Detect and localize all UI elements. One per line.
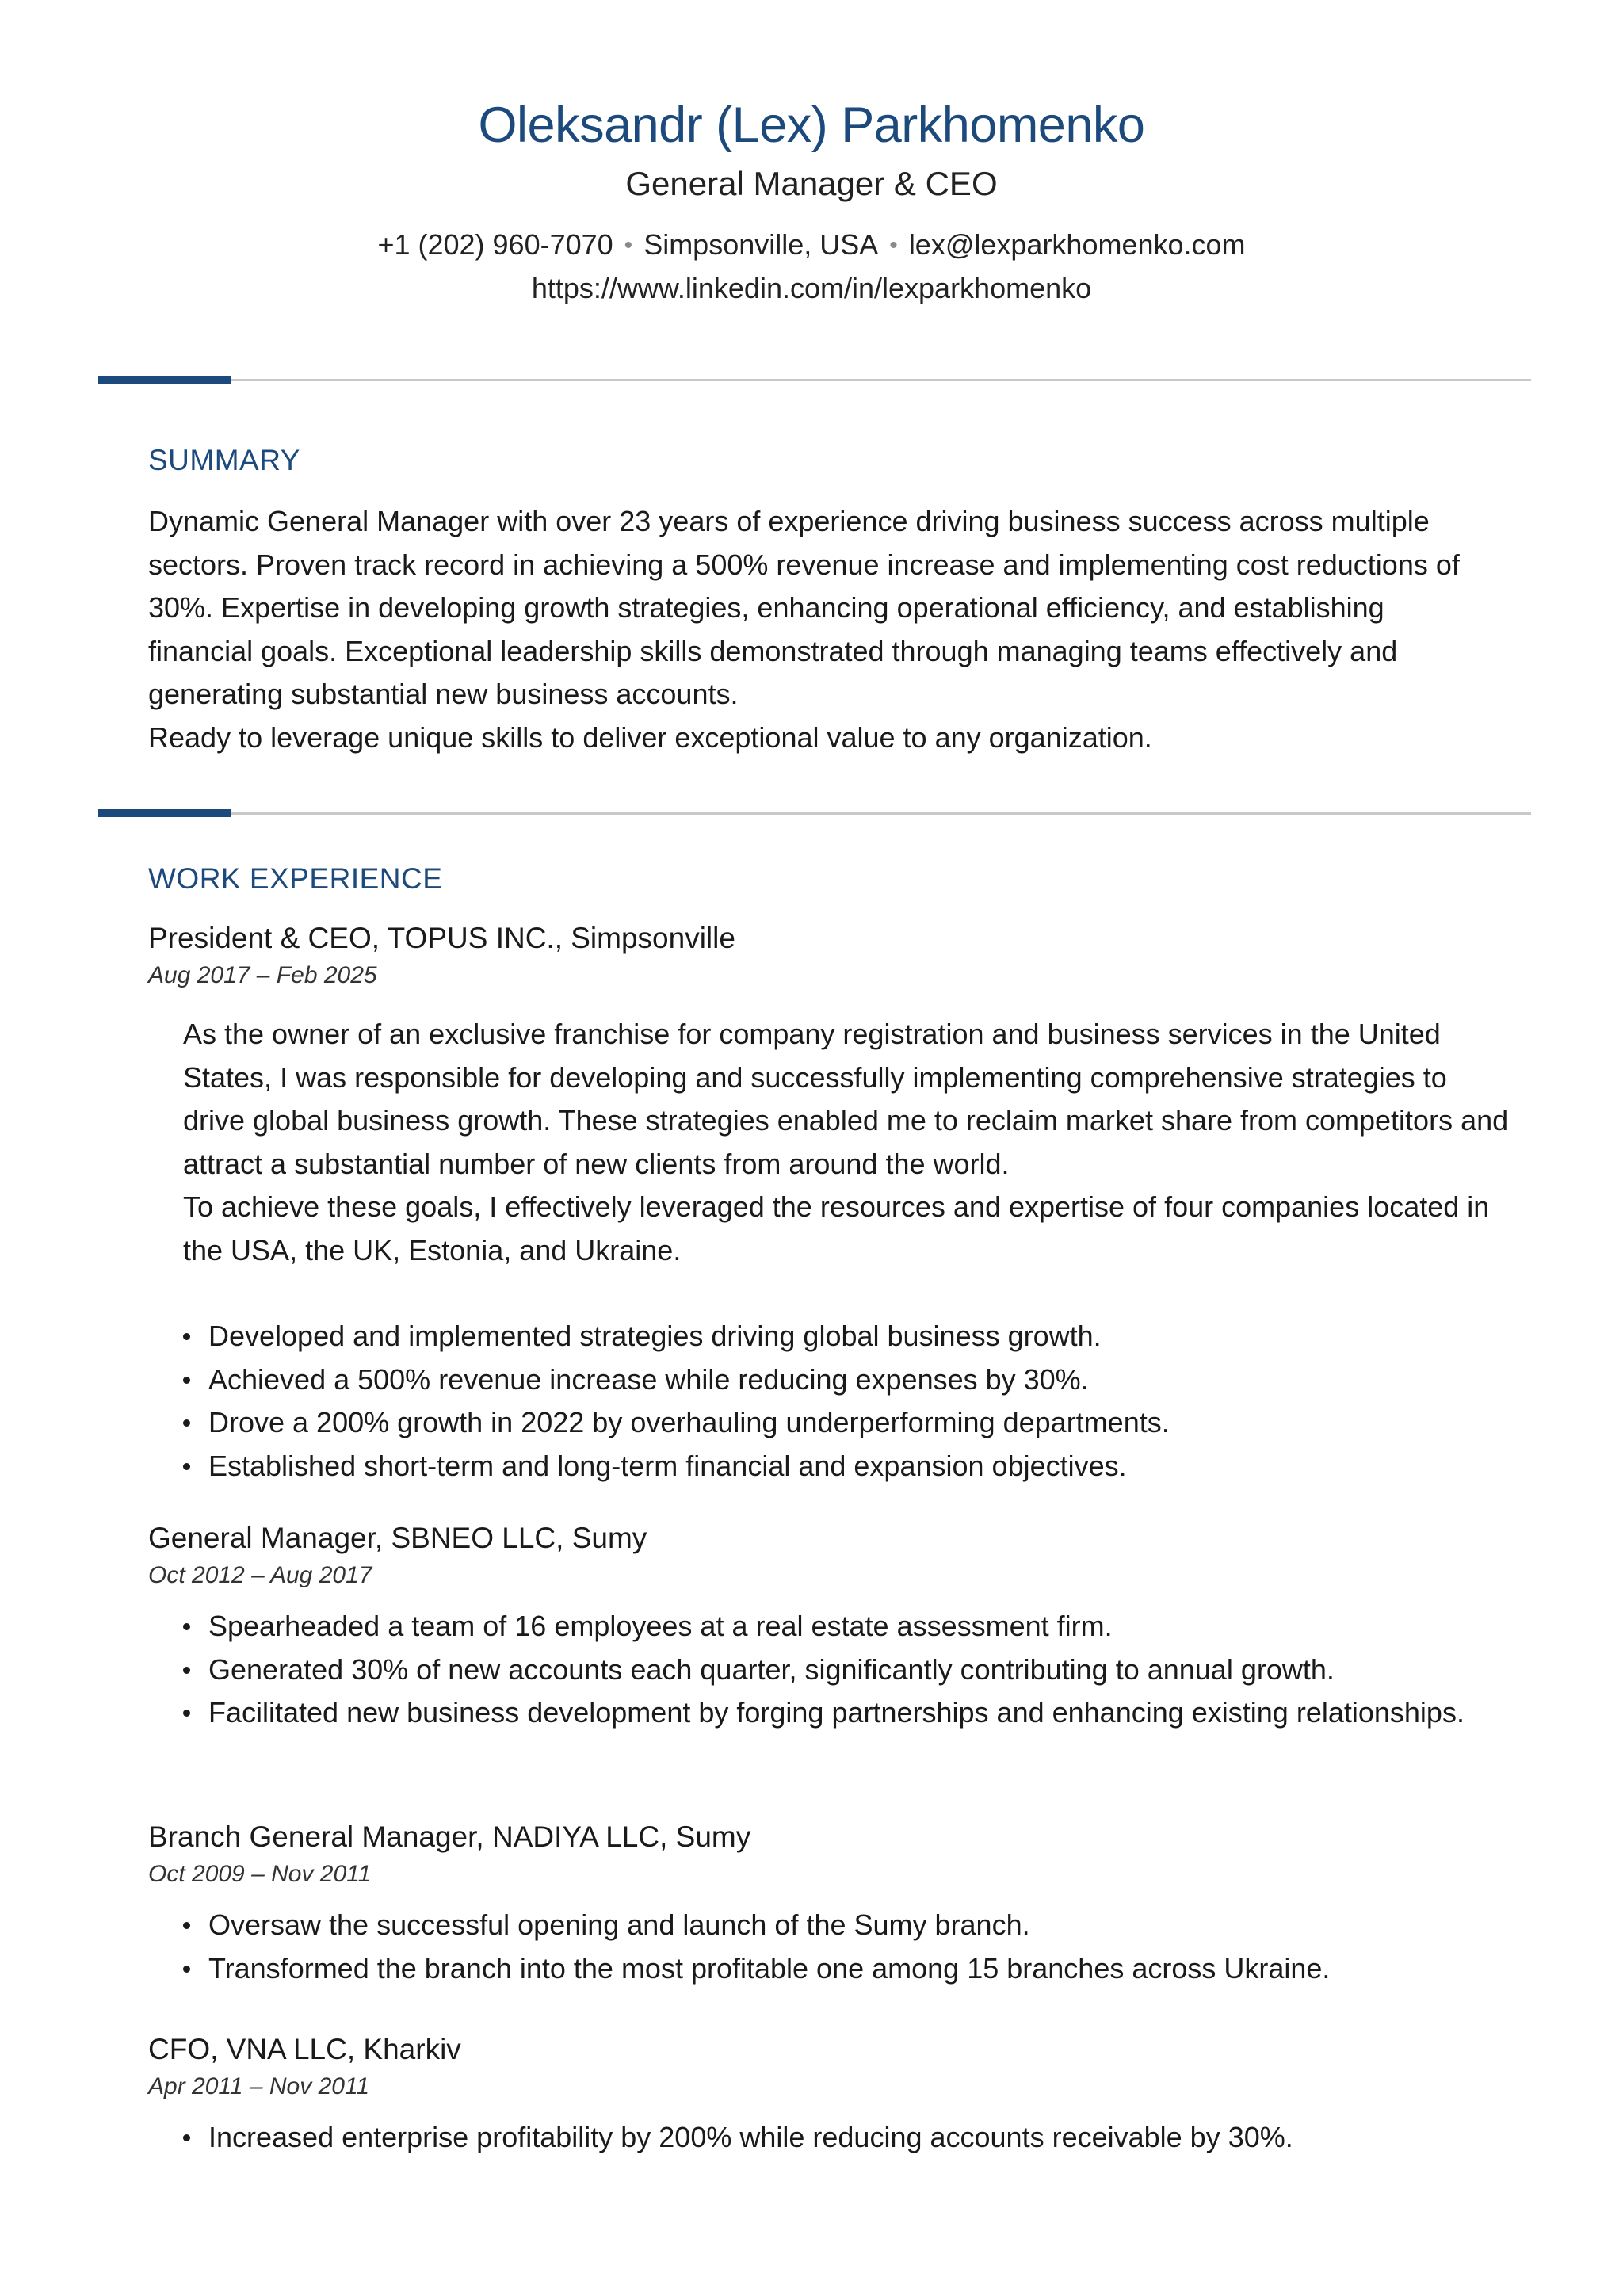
job-bullets [180, 1315, 1511, 1488]
divider-accent [98, 376, 231, 384]
job-heading: General Manager, SBNEO LLC, Sumy [148, 1522, 647, 1554]
job-heading: President & CEO, TOPUS INC., Simpsonville [148, 922, 735, 954]
job-description-paragraph: As the owner of an exclusive franchise for company registration and business services in the United States, I was responsible for developing and successfully implementing comprehensive strategies to drive global business growth. These strategies enabled me to reclaim market share from competitors and attract a substantial number of new clients from around the world. [183, 1018, 1509, 1180]
contact-line [0, 223, 1623, 267]
job-bullets [180, 2116, 1511, 2160]
list-item: Transformed the branch into the most profitable one among 15 branches across Ukraine. [180, 1947, 1476, 1991]
job-heading: CFO, VNA LLC, Kharkiv [148, 2033, 461, 2065]
contact-email[interactable]: lex@lexparkhomenko.com [908, 228, 1246, 261]
list-item: Achieved a 500% revenue increase while reducing expenses by 30%. [180, 1358, 1476, 1402]
contact-phone: +1 (202) 960-7070 [377, 228, 613, 261]
work-experience-title: WORK EXPERIENCE [148, 862, 443, 895]
section-divider [98, 379, 1531, 381]
separator-dot: • [889, 232, 898, 258]
job-entry [148, 918, 1511, 1488]
job-dates: Oct 2009 – Nov 2011 [148, 1861, 372, 1887]
job-bullets [180, 1904, 1511, 1990]
list-item: Increased enterprise profitability by 200% while reducing accounts receivable by 30%. [180, 2116, 1476, 2160]
job-dates: Oct 2012 – Aug 2017 [148, 1562, 372, 1588]
list-item: Oversaw the successful opening and launch of the Sumy branch. [180, 1904, 1476, 1947]
job-description [183, 1013, 1514, 1272]
resume-header [0, 94, 1623, 310]
summary-paragraph: Ready to leverage unique skills to deliver exceptional value to any organization. [148, 720, 1152, 754]
summary-text [148, 500, 1495, 759]
separator-dot: • [624, 232, 633, 258]
list-item: Drove a 200% growth in 2022 by overhauling underperforming departments. [180, 1401, 1476, 1445]
job-dates: Apr 2011 – Nov 2011 [148, 2073, 370, 2099]
candidate-name: Oleksandr (Lex) Parkhomenko [478, 97, 1145, 153]
job-description-paragraph: To achieve these goals, I effectively leveraged the resources and expertise of four companies located in the USA, the UK, Estonia, and Ukraine. [183, 1190, 1490, 1266]
job-dates: Aug 2017 – Feb 2025 [148, 962, 377, 988]
contact-location: Simpsonville, USA [643, 228, 879, 261]
list-item: Generated 30% of new accounts each quarter, significantly contributing to annual growth. [180, 1648, 1476, 1692]
summary-paragraph: Dynamic General Manager with over 23 years of experience driving business success across multiple sectors. Proven track record in achieving a 500% revenue increase and implementing cost reductions of 30%. Expertise in developing growth strategies, enhancing operational efficiency, and establishing financial goals. Exceptional leadership skills demonstrated through managing teams effectively and generating substantial new business accounts. [148, 505, 1460, 710]
section-divider [98, 812, 1531, 815]
job-bullets [180, 1605, 1511, 1735]
list-item: Facilitated new business development by forging partnerships and enhancing existing relationships. [180, 1691, 1476, 1735]
list-item: Developed and implemented strategies driving global business growth. [180, 1315, 1476, 1358]
job-entry [148, 1817, 1511, 1990]
job-entry [148, 1518, 1511, 1735]
contact-linkedin[interactable]: https://www.linkedin.com/in/lexparkhomenko [531, 272, 1092, 304]
divider-accent [98, 809, 231, 817]
candidate-title: General Manager & CEO [625, 165, 998, 202]
list-item: Established short-term and long-term financial and expansion objectives. [180, 1445, 1476, 1488]
list-item: Spearheaded a team of 16 employees at a real estate assessment firm. [180, 1605, 1476, 1648]
job-entry [148, 2029, 1511, 2160]
job-heading: Branch General Manager, NADIYA LLC, Sumy [148, 1820, 751, 1853]
summary-title: SUMMARY [148, 444, 300, 476]
